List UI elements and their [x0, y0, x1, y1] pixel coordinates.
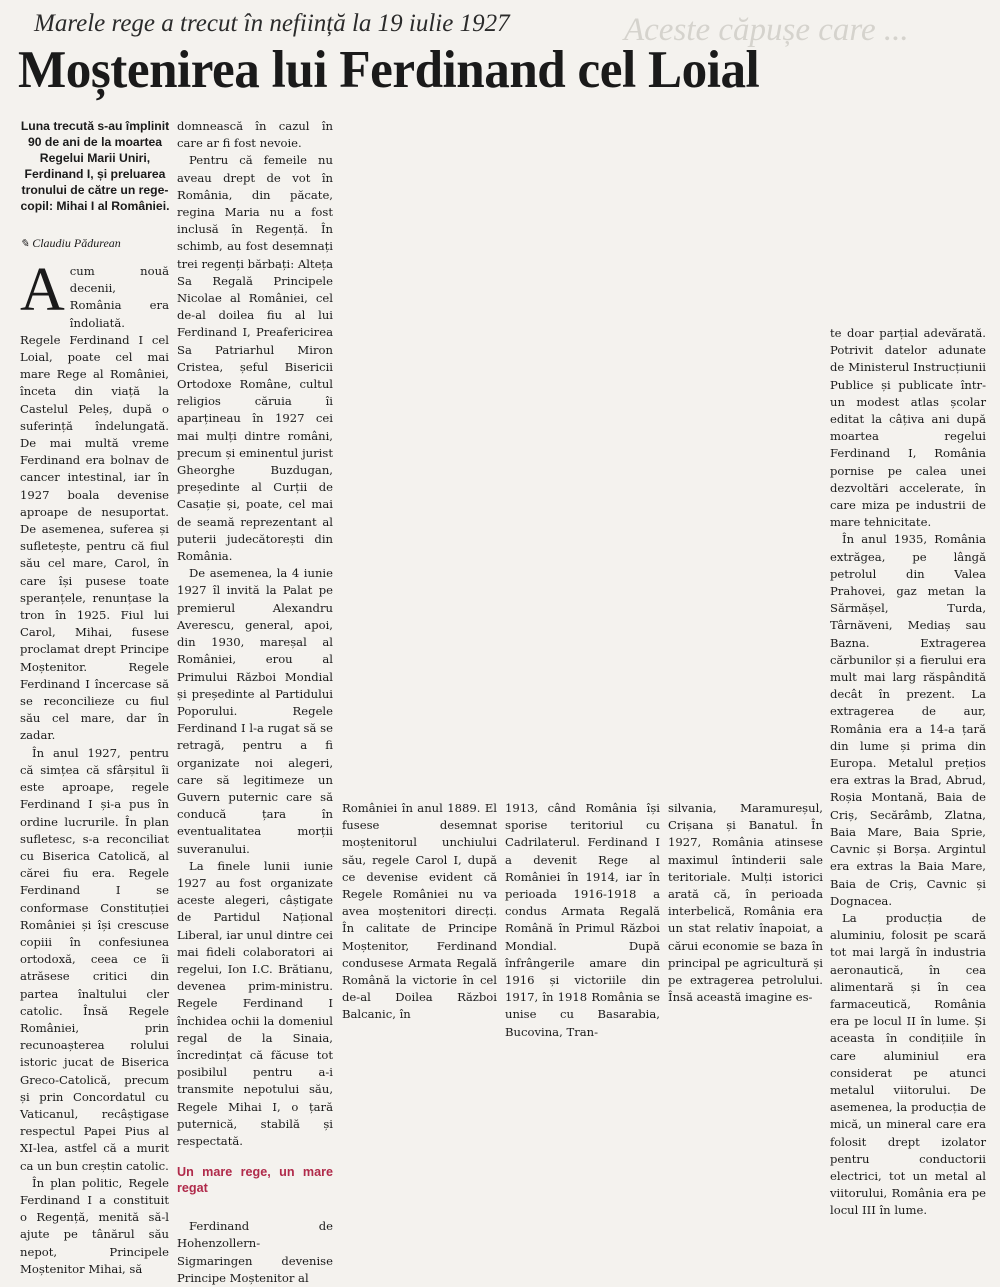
kicker: Marele rege a trecut în neființă la 19 iulie 1927	[34, 10, 510, 37]
paragraph: 1913, când România își sporise teritoriul cu Cadrilaterul. Ferdinand I a devenit Rege al României în 1914, iar în perioada 1916-1918 a condus Armata Regală Română în Primul Război Mondial. După înfrângerile amare din 1916 și victoriile din 1917, în 1918 România se unise cu Basarabia, Bucovina, Tran-	[505, 801, 660, 1039]
byline	[20, 236, 170, 251]
author-name: Claudiu Pădurean	[32, 236, 121, 250]
lead-paragraph: Luna trecută s-au împlinit 90 de ani de la moartea Regelui Marii Uniri, Ferdinand I, și preluarea tronului de către un rege-copil: Mihai I al României.	[20, 119, 170, 213]
paragraph: României în anul 1889. El fusese desemnat moștenitorul unchiului său, regele Carol I, după ce devenise evident că Regele României nu va avea moștenitori direcți. În calitate de Principe Moștenitor, Ferdinand condusese Armata Regală Română la victorie în cel de-al Doilea Război Balcanic, în	[342, 801, 497, 1022]
paragraph: În anul 1935, România extrăgea, pe lângă petrolul din Valea Prahovei, gaz metan la Sărmășel, Turda, Târnăveni, Mediaș sau Bazna. Extragerea cărbunilor și a fierului era mult mai larg răspândită decât în prezent. La extragerea de aur, România era a 14-a țară din lume și prima din Europa. Metalul prețios era extras la Brad, Abrud, Roșia Montană, Baia de Criș, Secărâmb, Zlatna, Baia Mare, Baia Sprie, Cavnic și Borșa. Argintul era extras la Baia Mare, Baia de Criș, Cavnic și Dognacea.	[830, 532, 986, 908]
article-column-5	[668, 800, 823, 1005]
article-column-4	[505, 800, 660, 1039]
paragraph	[20, 256, 169, 745]
drop-cap: A	[20, 256, 65, 324]
paragraph: Pentru că femeile nu aveau drept de vot în România, din păcate, regina Maria nu a fost inclusă în Regență. În schimb, au fost desemnați trei regenți bărbați: Alteța Sa Regală Principele Nicolae al României, cel de-al doilea fiu al lui Ferdinand I, Preafericirea Sa Patriarhul Miron Cristea, șeful Bisericii Ortodoxe Române, cultul religios căruia îi aparțineau în 1927 cei mai mulți dintre români, precum și eminentul jurist Gheorghe Buzdugan, președinte al Curții de Casație și, poate, cel mai de seamă reprezentant al puterii judecătorești din România.	[177, 153, 334, 564]
paragraph: domnească în cazul în care ar fi fost nevoie.	[177, 119, 333, 151]
paragraph-text: cum nouă decenii, România era îndoliată. Regele Ferdinand I cel Loial, poate cel mai mare Rege al României, înceta din viață la Castelul Peleș, după o suferință îndelungată. De mai multă vreme Ferdinand era bolnav de cancer intestinal, iar în 1927 boala devenise aproape de nesuportat. De asemenea, suferea și sufletește, pentru că fiul său cel mare, Carol, în care își pusese toate speranțele, renunțase la tron în 1925. Fiul lui Carol, Mihai, fusese proclamat drept Principe Moștenitor. Regele Ferdinand I încercase să se reconcilieze cu fiul său cel mare, dar în zadar.	[20, 264, 169, 743]
paragraph: În anul 1927, pentru că simțea că sfârșitul îi este aproape, regele Ferdinand I și-a pus în ordine lucrurile. În plan sufletesc, s-a reconciliat cu Biserica Catolică, al cărei fiu era. Regele Ferdinand I se conformase Constituției României și își crescuse copiii în confesiunea ortodoxă, ceea ce îi atrăsese critici din partea înaltului cler catolic. Însă Regele României, prin recunoașterea rolului istoric jucat de Biserica Greco-Catolică, precum și prin Concordatul cu Vaticanul, recâștigase respectul Papei Pius al XI-lea, astfel că a murit ca un bun creștin catolic.	[20, 745, 169, 1173]
article-column-2	[177, 118, 334, 1285]
paragraph: Ferdinand de Hohenzollern-Sigmaringen devenise Principe Moștenitor al	[177, 1219, 333, 1285]
article-column-6	[830, 325, 986, 1218]
pen-icon: ✎	[20, 238, 30, 250]
paragraph: La producția de aluminiu, folosit pe scară tot mai largă în industria aeronautică, în cea alimentară și în cea farmaceutică, România era pe locul II în lume. Și aceasta în condițiile în care aluminiul era considerat pe atunci metalul viitorului. De asemenea, la producția de mică, un mineral care era folosit drept izolator pentru conductorii electrici, tot un metal al viitorului, România era pe locul III în lume.	[830, 910, 986, 1218]
paragraph: De asemenea, la 4 iunie 1927 îl invită la Palat pe premierul Alexandru Averescu, general, apoi, din 1930, mareșal al României, erou al Primului Război Mondial și președinte al Partidului Poporului. Regele Ferdinand I l-a rugat să se retragă, pentru a fi organizate noi alegeri, care să legitimeze un Guvern puternic care să conducă țara în eventualitatea morții suveranului.	[177, 566, 333, 856]
paragraph: te doar parțial adevărată. Potrivit datelor adunate de Ministerul Instrucțiunii Publice și publicate într-un modest atlas școlar editat la câțiva ani după moartea regelui Ferdinand I, România pornise pe calea unei dezvoltări accelerate, în care miza pe industrii de mare tehnicitate.	[830, 326, 986, 530]
article-column-1	[20, 256, 169, 1276]
ghost-bleed-text: Aceste căpușe care ...	[624, 12, 909, 48]
section-subhead: Un mare rege, un mare regat	[177, 1165, 333, 1196]
paragraph: La finele lunii iunie 1927 au fost organizate aceste alegeri, câștigate de Partidul Național Liberal, iar unul dintre cei mai fideli colaboratori ai regelui, Ion I.C. Brătianu, devenea prim-ministru. Regele Ferdinand I închidea ochii la domeniul regal de la Sinaia, încredințat că făcuse tot posibilul pentru a-i transmite nepotului său, Regele Mihai I, o țară puternică, stabilă și respectată.	[177, 858, 333, 1148]
article-column-3	[342, 800, 497, 1022]
paragraph: silvania, Maramureșul, Crișana și Banatul. În 1927, România atinsese maximul întinderii sale teritoriale. Mulți istorici arată că, în perioada interbelică, România era un stat relativ înapoiat, a cărui economie se baza în principal pe agricultură și pe extragerea petrolului. Însă această imagine es-	[668, 801, 823, 1005]
headline: Moștenirea lui Ferdinand cel Loial	[18, 41, 760, 99]
paragraph: În plan politic, Regele Ferdinand I a constituit o Regență, menită să-l ajute pe tânărul său nepot, Principele Moștenitor Mihai, să	[20, 1175, 169, 1276]
